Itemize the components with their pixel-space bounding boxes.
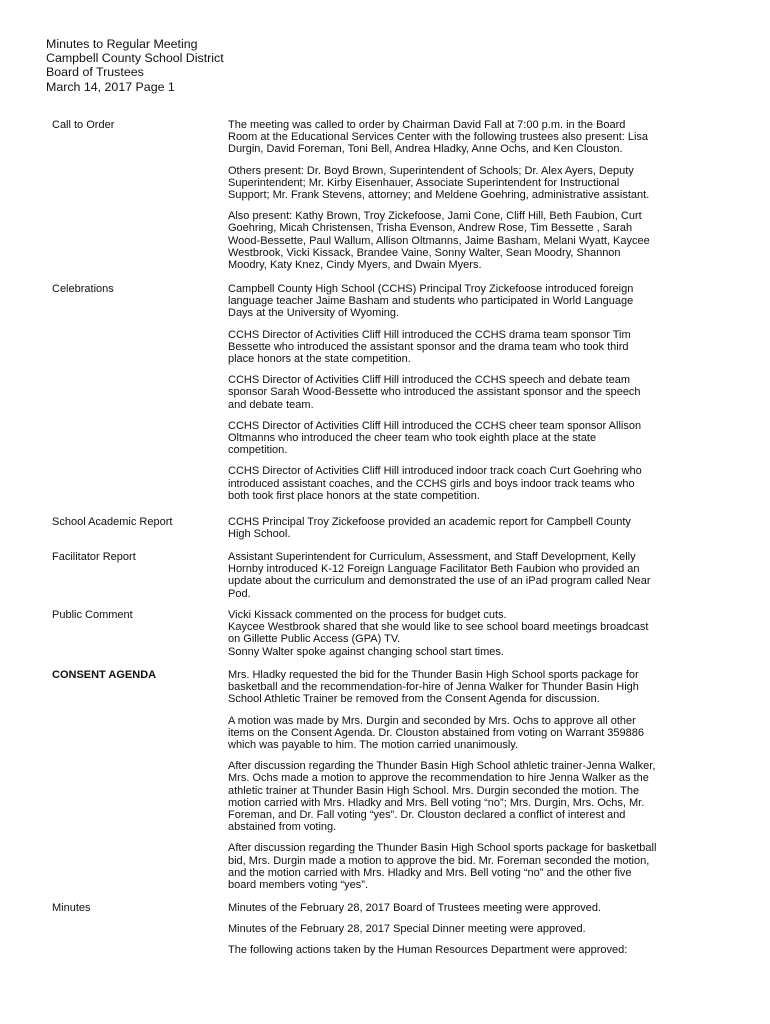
text-line: Support; Mr. Frank Stevens, attorney; and Meldene Goehring, administrative assistant. bbox=[228, 189, 650, 202]
text-line: athletic trainer at Thunder Basin High School. Mrs. Durgin seconded the motion. The bbox=[228, 784, 640, 797]
text-line: Oltmanns who introduced the cheer team who took eighth place at the state bbox=[228, 432, 597, 445]
section-body bbox=[228, 283, 728, 511]
paragraph bbox=[228, 551, 728, 600]
paragraph bbox=[228, 516, 728, 540]
text-line: Minutes of the February 28, 2017 Board of Trustees meeting were approved. bbox=[228, 902, 601, 914]
paragraph bbox=[228, 165, 728, 202]
text-line: Vicki Kissack commented on the process for budget cuts. bbox=[228, 609, 507, 621]
text-line: update about the curriculum and demonstrated the use of an iPad program called Near bbox=[228, 575, 651, 588]
header-line: Board of Trustees bbox=[46, 65, 144, 80]
text-line: Goehring, Micah Christensen, Trisha Evenson, Andrew Rose, Tim Bessette , Sarah bbox=[228, 222, 633, 235]
text-line: motion carried with Mrs. Hladky and Mrs. Bell voting “no”; Mrs. Durgin, Mrs. Ochs, Mr. bbox=[228, 796, 645, 809]
text-line: both took first place honors at the state competition. bbox=[228, 489, 480, 502]
text-line: Westbrook, Vicki Kissack, Brandee Vaine, Sonny Walter, Sean Moodry, Shannon bbox=[228, 246, 621, 259]
section-label: Facilitator Report bbox=[52, 551, 136, 563]
text-line: CCHS Director of Activities Cliff Hill introduced indoor track coach Curt Goehring who bbox=[228, 465, 642, 478]
text-line: Assistant Superintendent for Curriculum, Assessment, and Staff Development, Kelly bbox=[228, 551, 636, 563]
text-line: CCHS Director of Activities Cliff Hill introduced the CCHS drama team sponsor Tim bbox=[228, 328, 631, 341]
text-line: A motion was made by Mrs. Durgin and seconded by Mrs. Ochs to approve all other bbox=[228, 714, 636, 727]
paragraph bbox=[228, 374, 728, 411]
text-line: competition. bbox=[228, 444, 288, 457]
paragraph bbox=[228, 210, 728, 271]
paragraph bbox=[228, 609, 728, 658]
text-line: language teacher Jaime Basham and students who participated in World Language bbox=[228, 295, 634, 308]
text-line: After discussion regarding the Thunder Basin High School sports package for basketball bbox=[228, 842, 657, 855]
paragraph bbox=[228, 902, 728, 914]
section-body bbox=[228, 902, 728, 966]
header-line: Minutes to Regular Meeting bbox=[46, 37, 198, 51]
paragraph bbox=[228, 923, 728, 935]
section-body bbox=[228, 119, 728, 280]
text-line: Wood-Bessette, Paul Wallum, Allison Oltmanns, Jaime Basham, Melani Wyatt, Kaycee bbox=[228, 234, 650, 247]
text-line: on Gillette Public Access (GPA) TV. bbox=[228, 633, 401, 646]
text-line: place honors at the state competition. bbox=[228, 353, 411, 366]
text-line: Mrs. Ochs made a motion to approve the recommendation to hire Jenna Walker as the bbox=[228, 772, 649, 785]
text-line: basketball and the recommendation-for-hire of Jenna Walker for Thunder Basin High bbox=[228, 681, 639, 694]
text-line: introduced assistant coaches, and the CCHS girls and boys indoor track teams who bbox=[228, 477, 635, 490]
paragraph bbox=[228, 329, 728, 366]
paragraph bbox=[228, 283, 728, 320]
header-line: March 14, 2017 Page 1 bbox=[46, 79, 175, 94]
section-label: CONSENT AGENDA bbox=[52, 669, 157, 681]
paragraph bbox=[228, 119, 728, 156]
section-body bbox=[228, 516, 728, 549]
text-line: School Athletic Trainer be removed from the Consent Agenda for discussion. bbox=[228, 693, 600, 706]
text-line: CCHS Director of Activities Cliff Hill introduced the CCHS speech and debate team bbox=[228, 374, 631, 387]
text-line: Room at the Educational Services Center with the following trustees also present: Lisa bbox=[228, 131, 649, 144]
section-body bbox=[228, 609, 728, 667]
document-header bbox=[46, 37, 224, 94]
text-line: which was payable to him. The motion carried unanimously. bbox=[228, 739, 519, 752]
header-line: Campbell County School District bbox=[46, 51, 224, 66]
text-line: abstained from voting. bbox=[228, 821, 337, 834]
section-label: Call to Order bbox=[52, 119, 115, 131]
text-line: Sonny Walter spoke against changing school start times. bbox=[228, 645, 504, 658]
text-line: Also present: Kathy Brown, Troy Zickefoose, Jami Cone, Cliff Hill, Beth Faubion, Curt bbox=[228, 210, 642, 223]
paragraph bbox=[228, 420, 728, 457]
text-line: CCHS Principal Troy Zickefoose provided an academic report for Campbell County bbox=[228, 516, 631, 528]
text-line: Pod. bbox=[228, 587, 251, 600]
text-line: board members voting “yes”. bbox=[228, 879, 368, 892]
text-line: The meeting was called to order by Chairman David Fall at 7:00 p.m. in the Board bbox=[228, 119, 626, 131]
text-line: Days at the University of Wyoming. bbox=[228, 307, 400, 320]
section-label: Celebrations bbox=[52, 283, 114, 295]
text-line: Durgin, David Foreman, Toni Bell, Andrea Hladky, Anne Ochs, and Ken Clouston. bbox=[228, 143, 623, 156]
text-line: After discussion regarding the Thunder Basin High School athletic trainer-Jenna Walker, bbox=[228, 760, 656, 773]
text-line: Moodry, Katy Knez, Cindy Myers, and Dwain Myers. bbox=[228, 259, 482, 272]
text-line: sponsor Sarah Wood-Bessette who introduced the assistant sponsor and the speech bbox=[228, 386, 641, 399]
text-line: Hornby introduced K-12 Foreign Language Facilitator Beth Faubion who provided an bbox=[228, 563, 640, 576]
paragraph bbox=[228, 760, 728, 833]
text-line: Superintendent; Mr. Kirby Eisenhauer, Associate Superintendent for Instructional bbox=[228, 176, 620, 189]
paragraph bbox=[228, 715, 728, 752]
text-line: The following actions taken by the Human Resources Department were approved: bbox=[228, 944, 628, 957]
text-line: Kaycee Westbrook shared that she would like to see school board meetings broadcast bbox=[228, 621, 649, 634]
text-line: Minutes of the February 28, 2017 Special Dinner meeting were approved. bbox=[228, 923, 586, 936]
text-line: High School. bbox=[228, 528, 291, 541]
text-line: Others present: Dr. Boyd Brown, Superintendent of Schools; Dr. Alex Ayers, Deputy bbox=[228, 164, 634, 177]
text-line: items on the Consent Agenda. Dr. Clouston abstained from voting on Warrant 359886 bbox=[228, 726, 645, 739]
section-label: School Academic Report bbox=[52, 516, 173, 528]
text-line: Bessette who introduced the assistant sponsor and the drama team who took third bbox=[228, 340, 629, 353]
text-line: Mrs. Hladky requested the bid for the Thunder Basin High School sports package for bbox=[228, 669, 639, 681]
text-line: bid, Mrs. Durgin made a motion to approve the bid. Mr. Foreman seconded the motion, bbox=[228, 854, 650, 867]
section-body bbox=[228, 551, 728, 609]
text-line: and the motion carried with Mrs. Hladky and Mrs. Bell voting “no” and the other five bbox=[228, 866, 632, 879]
section-label: Minutes bbox=[52, 902, 91, 914]
paragraph bbox=[228, 944, 728, 956]
paragraph bbox=[228, 842, 728, 891]
text-line: Foreman, and Dr. Fall voting “yes”. Dr. Clouston declared a conflict of interest and bbox=[228, 809, 626, 822]
text-line: Campbell County High School (CCHS) Principal Troy Zickefoose introduced foreign bbox=[228, 283, 634, 295]
text-line: CCHS Director of Activities Cliff Hill introduced the CCHS cheer team sponsor Allison bbox=[228, 419, 642, 432]
paragraph bbox=[228, 465, 728, 502]
text-line: and debate team. bbox=[228, 398, 314, 411]
section-body bbox=[228, 669, 728, 900]
paragraph bbox=[228, 669, 728, 706]
section-label: Public Comment bbox=[52, 609, 133, 621]
